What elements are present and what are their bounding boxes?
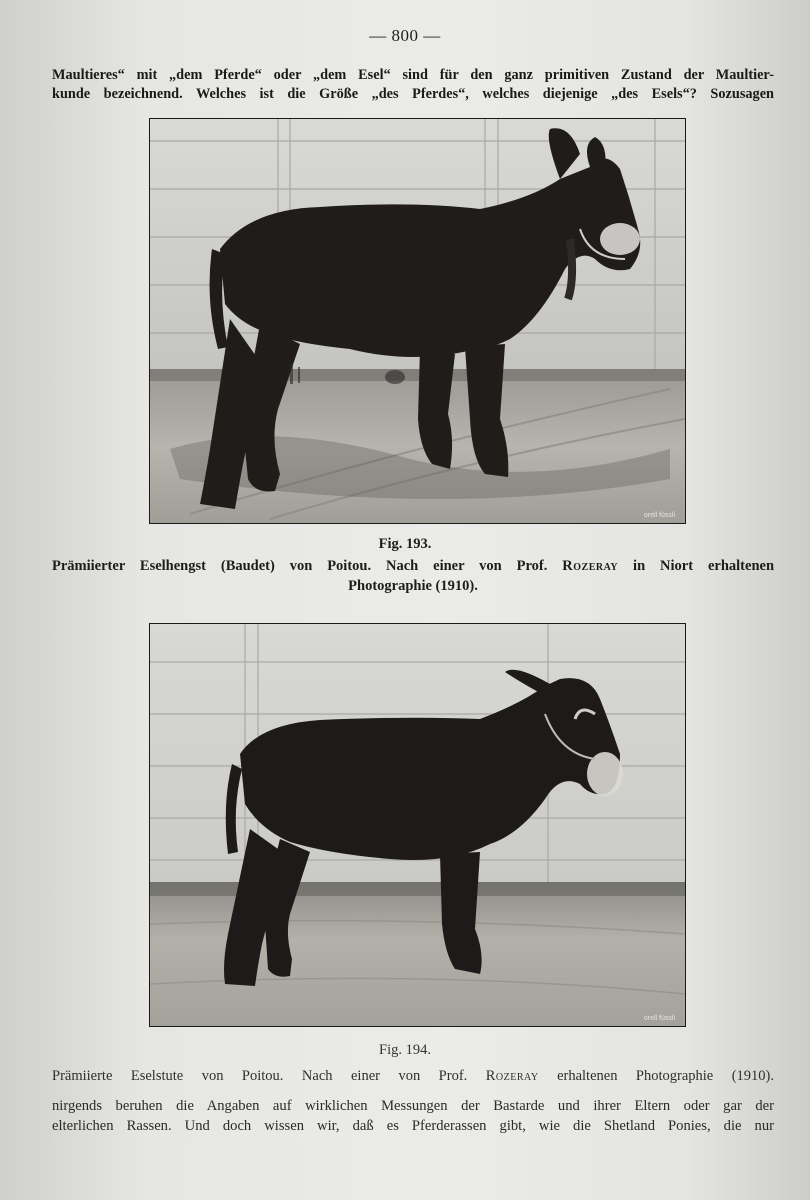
donkey-mare-photo bbox=[150, 624, 685, 1026]
author-name: Rozeray bbox=[485, 1068, 539, 1084]
donkey-stallion-photo bbox=[150, 119, 685, 523]
figure-194-label: Fig. 194. bbox=[379, 1042, 431, 1058]
figure-194-photo bbox=[149, 623, 686, 1027]
intro-line: Maultieres“ mit „dem Pferde“ oder „dem Esel“ sind für den ganz primitiven Zustand der Maultier- bbox=[52, 67, 774, 83]
outro-line: elterlichen Rassen. Und doch wissen wir, daß es Pferderassen gibt, wie die Shetland Ponies, die nur bbox=[52, 1118, 774, 1134]
figure-193-photo bbox=[149, 118, 686, 524]
intro-line: kunde bezeichnend. Welches ist die Größe „des Pferdes“, welches diejenige „des Esels“? Sozusagen bbox=[52, 86, 774, 102]
caption-line: Photographie (1910). bbox=[348, 578, 478, 594]
figure-194-caption bbox=[52, 1066, 774, 1086]
figure-193-label: Fig. 193. bbox=[378, 536, 432, 552]
intro-paragraph bbox=[52, 66, 774, 104]
outro-line: nirgends beruhen die Angaben auf wirklichen Messungen der Bastarde und ihrer Eltern oder gar der bbox=[52, 1098, 774, 1114]
photo-credit: orell füssli bbox=[643, 512, 675, 519]
photo-credit: orell füssli bbox=[643, 1015, 675, 1022]
figure-193-caption bbox=[52, 556, 774, 596]
caption-line: Prämiierte Eselstute von Poitou. Nach einer von Prof. Rozeray erhaltenen Photographie (1910). bbox=[52, 1068, 775, 1084]
outro-paragraph bbox=[52, 1096, 774, 1136]
caption-line: Prämiierter Eselhengst (Baudet) von Poitou. Nach einer von Prof. Rozeray in Niort erhaltenen bbox=[52, 558, 775, 574]
author-name: Rozeray bbox=[562, 558, 619, 574]
page-number: — 800 — bbox=[369, 26, 441, 45]
